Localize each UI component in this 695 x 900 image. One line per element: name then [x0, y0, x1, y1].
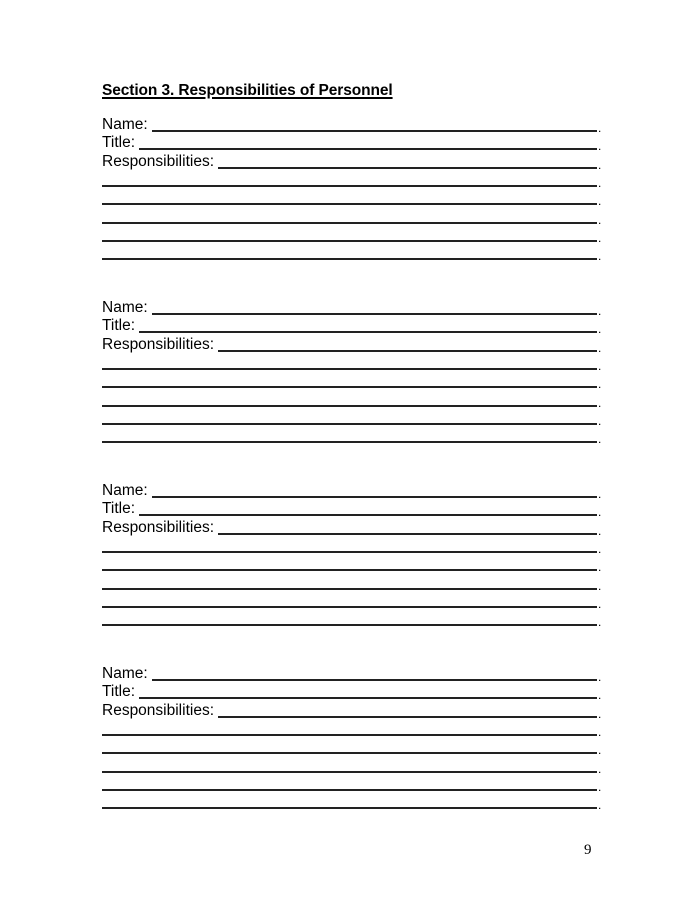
line-end-period: .: [598, 724, 602, 739]
line-end-period: .: [598, 194, 602, 209]
responsibilities-line[interactable]: [102, 569, 597, 571]
form-row: [102, 134, 602, 152]
field-label: Responsibilities:: [102, 335, 214, 353]
form-row: [102, 775, 602, 793]
title-field[interactable]: [139, 697, 597, 699]
line-end-period: .: [598, 743, 602, 758]
page-number: 9: [584, 842, 592, 858]
line-end-period: .: [598, 157, 602, 172]
title-field[interactable]: [139, 331, 597, 333]
line-end-period: .: [598, 432, 602, 447]
responsibilities-line[interactable]: [102, 441, 597, 443]
form-row: [102, 555, 602, 573]
form-row: [102, 793, 602, 811]
responsibilities-line[interactable]: [102, 386, 597, 388]
line-end-period: .: [598, 688, 602, 703]
line-end-period: .: [598, 340, 602, 355]
name-field[interactable]: [152, 496, 597, 498]
line-end-period: .: [598, 212, 602, 227]
line-end-period: .: [598, 358, 602, 373]
responsibilities-line[interactable]: [102, 752, 597, 754]
responsibilities-line[interactable]: [102, 222, 597, 224]
line-end-period: .: [598, 779, 602, 794]
responsibilities-line[interactable]: [102, 240, 597, 242]
form-row: [102, 592, 602, 610]
form-row: [102, 683, 602, 701]
line-end-period: .: [598, 230, 602, 245]
responsibilities-line[interactable]: [102, 551, 597, 553]
responsibilities-line[interactable]: [102, 423, 597, 425]
responsibilities-field[interactable]: [218, 533, 597, 535]
form-row: [102, 720, 602, 738]
responsibilities-line[interactable]: [102, 588, 597, 590]
line-end-period: .: [598, 541, 602, 556]
title-field[interactable]: [139, 148, 597, 150]
line-end-period: .: [598, 377, 602, 392]
form-row: [102, 427, 602, 445]
form-row: [102, 116, 602, 134]
line-end-period: .: [598, 249, 602, 264]
field-label: Name:: [102, 299, 148, 316]
line-end-period: .: [598, 560, 602, 575]
form-row: [102, 574, 602, 592]
form-row: [102, 610, 602, 628]
form-row: [102, 482, 602, 500]
line-end-period: .: [598, 322, 602, 337]
responsibilities-line[interactable]: [102, 185, 597, 187]
responsibilities-line[interactable]: [102, 203, 597, 205]
responsibilities-field[interactable]: [218, 350, 597, 352]
name-field[interactable]: [152, 313, 597, 315]
field-label: Responsibilities:: [102, 701, 214, 719]
form-row: [102, 336, 602, 354]
line-end-period: .: [598, 798, 602, 813]
responsibilities-line[interactable]: [102, 405, 597, 407]
form-row: [102, 519, 602, 537]
field-label: Name:: [102, 482, 148, 499]
form-row: [102, 665, 602, 683]
field-label: Name:: [102, 665, 148, 682]
line-end-period: .: [598, 523, 602, 538]
form-row: [102, 409, 602, 427]
form-row: [102, 372, 602, 390]
field-label: Title:: [102, 500, 136, 518]
form-row: [102, 757, 602, 775]
form-row: [102, 153, 602, 171]
line-end-period: .: [598, 670, 602, 684]
line-end-period: .: [598, 139, 602, 154]
line-end-period: .: [598, 578, 602, 593]
field-label: Name:: [102, 116, 148, 133]
field-label: Responsibilities:: [102, 152, 214, 170]
field-label: Title:: [102, 683, 136, 701]
line-end-period: .: [598, 413, 602, 428]
form-row: [102, 189, 602, 207]
form-row: [102, 537, 602, 555]
name-field[interactable]: [152, 130, 597, 132]
form-row: [102, 226, 602, 244]
responsibilities-line[interactable]: [102, 624, 597, 626]
form-row: [102, 391, 602, 409]
line-end-period: .: [598, 706, 602, 721]
field-label: Title:: [102, 317, 136, 335]
form-row: [102, 299, 602, 317]
field-label: Responsibilities:: [102, 518, 214, 536]
responsibilities-line[interactable]: [102, 734, 597, 736]
name-field[interactable]: [152, 679, 597, 681]
responsibilities-field[interactable]: [218, 167, 597, 169]
line-end-period: .: [598, 395, 602, 410]
form-row: [102, 354, 602, 372]
line-end-period: .: [598, 615, 602, 630]
responsibilities-line[interactable]: [102, 258, 597, 260]
title-field[interactable]: [139, 514, 597, 516]
responsibilities-line[interactable]: [102, 606, 597, 608]
responsibilities-line[interactable]: [102, 368, 597, 370]
responsibilities-line[interactable]: [102, 789, 597, 791]
line-end-period: .: [598, 505, 602, 520]
form-row: [102, 738, 602, 756]
form-row: [102, 208, 602, 226]
form-row: [102, 317, 602, 335]
line-end-period: .: [598, 175, 602, 190]
responsibilities-line[interactable]: [102, 771, 597, 773]
line-end-period: .: [598, 596, 602, 611]
form-row: [102, 171, 602, 189]
field-label: Title:: [102, 134, 136, 152]
line-end-period: .: [598, 487, 602, 501]
form-row: [102, 500, 602, 518]
line-end-period: .: [598, 121, 602, 135]
section-heading: Section 3. Responsibilities of Personnel: [102, 82, 393, 99]
line-end-period: .: [598, 304, 602, 318]
responsibilities-field[interactable]: [218, 716, 597, 718]
line-end-period: .: [598, 761, 602, 776]
responsibilities-line[interactable]: [102, 807, 597, 809]
form-row: [102, 702, 602, 720]
form-row: [102, 244, 602, 262]
